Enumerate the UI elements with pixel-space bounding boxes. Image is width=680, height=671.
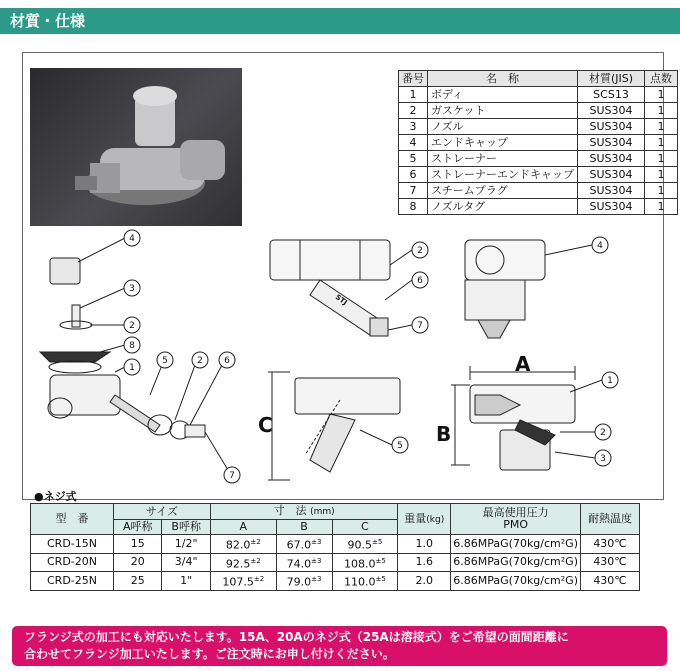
callout-number: 6 — [417, 276, 423, 286]
header-dim-b: B — [276, 520, 332, 535]
header-temp: 耐熱温度 — [581, 504, 640, 535]
parts-row: 7 スチームプラグ SUS304 1 — [399, 183, 678, 199]
header-dim-c: C — [332, 520, 398, 535]
parts-header-material: 材質(JIS) — [578, 71, 645, 87]
dimension-a-label: A — [515, 352, 531, 376]
dimension-b-label: B — [436, 422, 452, 446]
header-pressure: 最高使用圧力 PMO — [451, 504, 581, 535]
thread-type-label: ●ネジ式 — [34, 490, 77, 503]
header-dims: 寸 法 (mm) — [210, 504, 397, 520]
banner-line: 合わせてフランジ加工いたします。ご注文時にお申し付けください。 — [24, 647, 395, 661]
callout-number: 5 — [397, 441, 403, 451]
specs-table — [30, 503, 640, 591]
parts-row: 8 ノズルタグ SUS304 1 — [399, 199, 678, 215]
callout-number: 4 — [597, 241, 603, 251]
parts-row: 4 エンドキャップ SUS304 1 — [399, 135, 678, 151]
callout-number: 2 — [197, 356, 203, 366]
section-c-view — [295, 378, 400, 472]
table-row: CRD-25N 25 1" $107.5^{\pm 2}$ $79.0^{\pm 3}$ $110.0^{\pm 5}$ 2.0 6.86MPaG(70kg/cm²G) 430℃ — [31, 572, 640, 591]
callout-number: 7 — [229, 471, 235, 481]
parts-header-count: 点数 — [645, 71, 678, 87]
flange-notice-banner — [12, 626, 667, 666]
callout-number: 6 — [224, 356, 230, 366]
callout-number: 5 — [162, 356, 168, 366]
table-row: CRD-20N 20 3/4" $92.5^{\pm 2}$ $74.0^{\pm 3}$ $108.0^{\pm 5}$ 1.6 6.86MPaG(70kg/cm²G) 430℃ — [31, 553, 640, 572]
callout-number: 3 — [600, 454, 606, 464]
parts-row: 2 ガスケット SUS304 1 — [399, 103, 678, 119]
parts-row: 3 ノズル SUS304 1 — [399, 119, 678, 135]
callout-number: 8 — [129, 341, 135, 351]
callout-number: 2 — [600, 428, 606, 438]
header-size-b: B呼称 — [162, 520, 210, 535]
header-size-a: A呼称 — [114, 520, 162, 535]
callout-number: 2 — [129, 321, 135, 331]
callout-number: 3 — [129, 284, 135, 294]
body-mark: STJ — [333, 293, 349, 307]
end-view — [465, 240, 545, 338]
header-dim-a: A — [210, 520, 276, 535]
header-weight: 重量(kg) — [398, 504, 451, 535]
callout-number: 7 — [417, 321, 423, 331]
banner-line: フランジ式の加工にも対応いたします。15A、20Aのネジ式（25Aは溶接式）をご希望の面間距離に — [24, 630, 569, 644]
parts-row: 6 ストレーナーエンドキャップ SUS304 1 — [399, 167, 678, 183]
table-row: CRD-15N 15 1/2" $82.0^{\pm 2}$ $67.0^{\pm 3}$ $90.5^{\pm 5}$ 1.0 6.86MPaG(70kg/cm²G) 430℃ — [31, 535, 640, 554]
callout-number: 1 — [607, 376, 613, 386]
callout-number: 4 — [129, 234, 135, 244]
exploded-view — [40, 258, 205, 439]
parts-header-name: 名 称 — [428, 71, 578, 87]
callout-number: 2 — [417, 246, 423, 256]
side-view — [270, 240, 390, 336]
section-header: 材質・仕様 — [0, 8, 680, 34]
parts-row: 5 ストレーナー SUS304 1 — [399, 151, 678, 167]
header-size: サイズ — [114, 504, 211, 520]
header-model: 型 番 — [31, 504, 114, 535]
parts-row: 1 ボディ SCS13 1 — [399, 87, 678, 103]
dimension-c-label: C — [258, 413, 273, 437]
section-ab-view — [470, 366, 575, 470]
callout-number: 1 — [129, 363, 135, 373]
parts-header-no: 番号 — [399, 71, 428, 87]
